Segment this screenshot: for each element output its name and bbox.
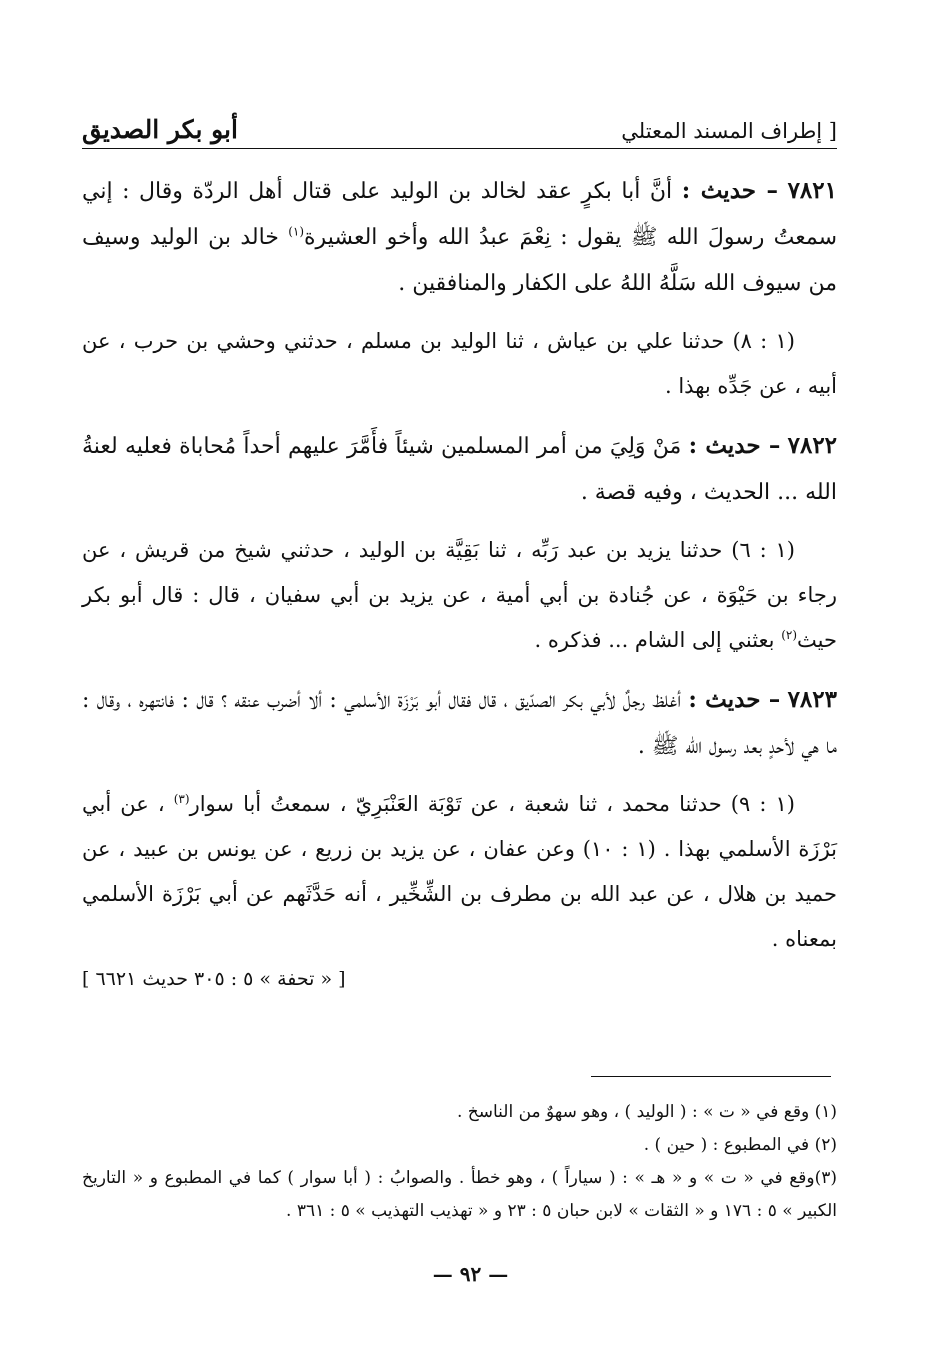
running-header bbox=[82, 100, 837, 149]
header-book-title: [ إطراف المسند المعتلي bbox=[621, 119, 837, 143]
hadith-number: ٧٨٢٣ bbox=[787, 686, 837, 713]
isnad-text: (١ : ٦) حدثنا يزيد بن عبد رَبِّه ، ثنا بَقِيَّة بن الوليد ، حدثني شيخ من قريش ، عن رجاء بن حَيْوَة ، عن جُنادة بن أبي أمية ، عن يزيد بن أبي سفيان ، قال : قال أبو بكر حيث bbox=[82, 538, 837, 652]
isnad-text: (١ : ٩) حدثنا محمد ، ثنا شعبة ، عن تَوْبَة العَنْبَرِيّ ، سمعتُ أبا سوار bbox=[189, 792, 795, 816]
hadith-text: أنَّ أبا بكرٍ عقد لخالد بن الوليد على قتال أهل الردّة وقال : إني سمعتُ رسولَ الله ﷺ يقول : نِعْمَ عبدُ الله وأخو العشيرة bbox=[82, 179, 838, 250]
page-number: — ٩٢ — bbox=[432, 1262, 509, 1286]
hadith-text-continued: خالد بن الوليد وسيف من سيوف الله سَلَّهُ اللهُ على الكفار والمنافقين . bbox=[82, 225, 837, 296]
isnad-paragraph bbox=[82, 528, 837, 663]
footnote-divider bbox=[591, 1076, 831, 1077]
main-content bbox=[82, 168, 837, 976]
hadith-number: ٧٨٢٢ bbox=[787, 432, 838, 459]
isnad-text-continued: ، عن أبي بَرْزَة الأسلمي بهذا . (١ : ١٠) وعن عفان ، عن يزيد بن زريع ، عن يونس بن عبيد ، عن حميد بن هلال ، عن عبد الله بن مطرف بن الشِّخِّير ، أنه حَدَّثَهم عن أبي بَرْزَة الأسلمي بمعناه . bbox=[82, 792, 838, 951]
header-chapter-title: أبو بكر الصديق bbox=[82, 115, 238, 144]
hadith-text: مَنْ وَلِيَ من أمر المسلمين شيئاً فأَمَّرَ عليهم أحداً مُحاباة فعليه لعنةُ الله ... الحديث ، وفيه قصة . bbox=[82, 434, 837, 505]
footnote-1: (١) وقع في « ت » : ( الوليد ) ، وهو سهوٌ من الناسخ . bbox=[456, 1102, 837, 1122]
footnote-mark: (٣) bbox=[173, 792, 190, 806]
tuhfa-reference: [ « تحفة » ٥ : ٣٠٥ حديث ٦٦٢١ ] bbox=[82, 968, 346, 990]
hadith-label: – حديث : bbox=[688, 432, 781, 459]
isnad-text: (١ : ٨) حدثنا علي بن عياش ، ثنا الوليد بن مسلم ، حدثني وحشي بن حرب ، عن أبيه ، عن جَدِّه بهذا . bbox=[82, 329, 837, 398]
footnote-mark: (٢) bbox=[781, 628, 798, 642]
footnotes bbox=[82, 1096, 837, 1228]
isnad-text-continued: بعثني إلى الشام ... فذكره . bbox=[534, 628, 782, 652]
hadith-text: أغلظ رجلٌ لأبي بكر الصدّيق ، قال فقال أبو بَرْزَة الأسلمي : ألا أضرب عنقه ؟ قال : فانتهره ، وقال : ما هي لأحدٍ بعد رسول الله ﷺ . bbox=[82, 688, 837, 759]
footnote-3: (٣)وقع في « ت » و « هـ » : ( سياراً ) ، وهو خطأ . والصوابُ : ( أبا سوار ) كما في المطبوع و « التاريخ الكبير » ٥ : ١٧٦ و « الثقات » لابن حبان ٥ : ٢٣ و « تهذيب التهذيب » ٥ : ٣٦١ . bbox=[82, 1168, 837, 1221]
hadith-entry bbox=[82, 168, 837, 307]
hadith-number: ٧٨٢١ bbox=[787, 177, 837, 204]
isnad-paragraph bbox=[82, 782, 837, 962]
isnad-paragraph bbox=[82, 319, 837, 409]
hadith-label: – حديث : bbox=[681, 177, 779, 204]
hadith-label: – حديث : bbox=[688, 686, 781, 713]
footnote-2: (٢) في المطبوع : ( حين ) . bbox=[643, 1135, 837, 1155]
hadith-entry bbox=[82, 423, 837, 516]
hadith-entry bbox=[82, 677, 837, 770]
footnote-mark: (١) bbox=[288, 224, 305, 239]
